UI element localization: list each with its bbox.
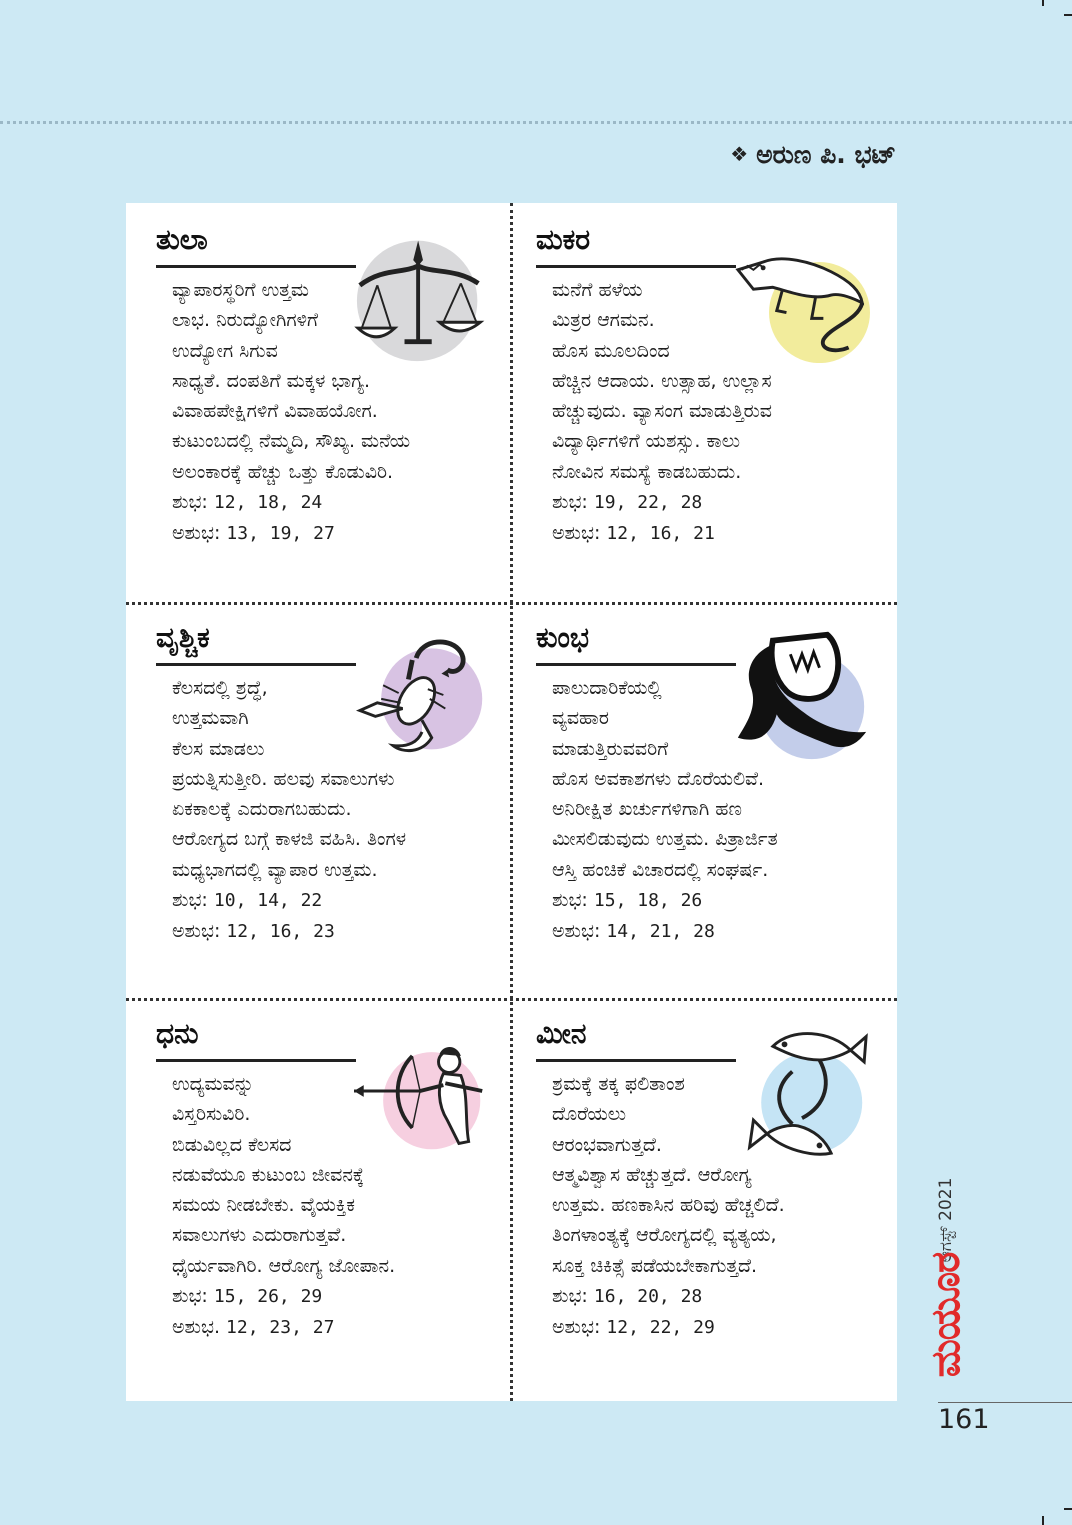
bad-label: ಅಶುಭ: (172, 920, 221, 943)
good-numbers: 15, 18, 26 (593, 890, 703, 912)
crop-mark (1042, 1516, 1044, 1525)
text-line: ವಿವಾಹಪೇಕ್ಷಿಗಳಿಗೆ ವಿವಾಹಯೋಗ. (172, 400, 378, 423)
bad-label: ಅಶುಭ. (172, 1316, 220, 1339)
bad-numbers: 14, 21, 28 (606, 921, 715, 943)
sign-capricorn (506, 203, 892, 602)
text-line: ನೋವಿನ ಸಮಸ್ಯೆ ಕಾಡಬಹುದು. (552, 460, 742, 483)
bad-numbers: 12, 16, 23 (226, 921, 335, 943)
bad-numbers: 12, 23, 27 (226, 1317, 335, 1339)
title-rule (156, 663, 356, 666)
bad-label: ಅಶುಭ: (552, 920, 601, 943)
text-line: ಹೆಚ್ಚುವುದು. ವ್ಯಾಸಂಗ ಮಾಡುತ್ತಿರುವ (552, 400, 772, 423)
text-line: ಅನಿರೀಕ್ಷಿತ ಖರ್ಚುಗಳಿಗಾಗಿ ಹಣ (552, 798, 742, 821)
lucky-numbers (172, 487, 502, 518)
sign-title: ಮಕರ (536, 223, 591, 256)
sign-title: ಧನು (156, 1017, 199, 1050)
text-line: ಮಧ್ಯಭಾಗದಲ್ಲಿ ವ್ಯಾಪಾರ ಉತ್ತಮ. (172, 858, 378, 881)
text-line: ಕುಟುಂಬದಲ್ಲಿ ನೆಮ್ಮದಿ, ಸೌಖ್ಯ. ಮನೆಯ (172, 430, 411, 453)
page-number: 161 (938, 1404, 990, 1435)
text-line: ಬಿಡುವಿಲ್ಲದ ಕೆಲಸದ (172, 1133, 292, 1156)
lucky-numbers (552, 885, 882, 916)
unlucky-numbers (172, 518, 502, 549)
crop-mark (1064, 14, 1072, 16)
text-line: ಮೀಸಲಿಡುವುದು ಉತ್ತಮ. ಪಿತ್ರಾರ್ಜಿತ (552, 828, 778, 851)
top-dotted-rule (0, 121, 1072, 124)
crop-mark (1064, 1508, 1072, 1510)
unlucky-numbers (552, 518, 882, 549)
bad-label: ಅಶುಭ: (552, 1316, 601, 1339)
sign-aquarius (506, 601, 892, 1000)
sign-description (172, 673, 502, 948)
sign-description (172, 275, 502, 550)
sign-title: ಮೀನ (536, 1017, 587, 1050)
sign-description (552, 275, 882, 550)
bad-label: ಅಶುಭ: (552, 522, 601, 545)
author-byline (730, 140, 896, 170)
issue-date: ಆಗಸ್ಟ್ 2021 (936, 1177, 956, 1263)
title-rule (536, 265, 736, 268)
good-label: ಶುಭ: (552, 491, 588, 514)
text-line: ದೊರೆಯಲು (552, 1103, 627, 1126)
text-line: ಉತ್ತಮ. ಹಣಕಾಸಿನ ಹರಿವು ಹೆಚ್ಚಲಿದೆ. (552, 1194, 785, 1217)
good-numbers: 19, 22, 28 (593, 492, 703, 514)
sign-pisces (506, 997, 892, 1396)
text-line: ನಡುವೆಯೂ ಕುಟುಂಬ ಜೀವನಕ್ಕೆ (172, 1163, 365, 1186)
crop-mark (1042, 0, 1044, 6)
unlucky-numbers (172, 1312, 502, 1343)
sign-sagittarius (126, 997, 512, 1396)
sign-title: ಕುಂಭ (536, 621, 590, 654)
text-line: ಹೆಚ್ಚಿನ ಆದಾಯ. ಉತ್ಸಾಹ, ಉಲ್ಲಾಸ (552, 369, 772, 392)
sign-description (552, 673, 882, 948)
page-number-rule (938, 1402, 1072, 1403)
text-line: ಆರಂಭವಾಗುತ್ತದೆ. (552, 1133, 662, 1156)
unlucky-numbers (552, 1312, 882, 1343)
title-rule (156, 1059, 356, 1062)
good-numbers: 10, 14, 22 (213, 890, 323, 912)
text-line: ಆಸ್ತಿ ಹಂಚಿಕೆ ವಿಚಾರದಲ್ಲಿ ಸಂಘರ್ಷ. (552, 858, 769, 881)
text-line: ಧೈರ್ಯವಾಗಿರಿ. ಆರೋಗ್ಯ ಜೋಪಾನ. (172, 1254, 396, 1277)
good-numbers: 15, 26, 29 (213, 1286, 323, 1308)
title-rule (536, 663, 736, 666)
good-label: ಶುಭ: (172, 491, 208, 514)
text-line: ಕೆಲಸ ಮಾಡಲು (172, 737, 265, 760)
text-line: ವಿಸ್ತರಿಸುವಿರಿ. (172, 1103, 251, 1126)
text-line: ಪ್ರಯತ್ನಿಸುತ್ತೀರಿ. ಹಲವು ಸವಾಲುಗಳು (172, 767, 395, 790)
text-line: ಸವಾಲುಗಳು ಎದುರಾಗುತ್ತವೆ. (172, 1224, 347, 1247)
text-line: ಆರೋಗ್ಯದ ಬಗ್ಗೆ ಕಾಳಜಿ ವಹಿಸಿ. ತಿಂಗಳ (172, 828, 407, 851)
text-line: ಹೊಸ ಮೂಲದಿಂದ (552, 339, 670, 362)
text-line: ಸಾಧ್ಯತೆ. ದಂಪತಿಗೆ ಮಕ್ಕಳ ಭಾಗ್ಯ. (172, 369, 371, 392)
magazine-masthead: ಮಯೂರ (923, 1252, 969, 1378)
good-label: ಶುಭ: (172, 889, 208, 912)
author-name: ಅರುಣ ಪಿ. ಭಟ್ (756, 140, 896, 169)
text-line: ಸೂಕ್ತ ಚಿಕಿತ್ಸೆ ಪಡೆಯಬೇಕಾಗುತ್ತದೆ. (552, 1254, 758, 1277)
text-line: ಲಾಭ. ನಿರುದ್ಯೋಗಿಗಳಿಗೆ (172, 309, 319, 332)
text-line: ಉದ್ಯಮವನ್ನು (172, 1073, 254, 1095)
bad-numbers: 13, 19, 27 (226, 523, 335, 545)
bad-label: ಅಶುಭ: (172, 522, 221, 545)
title-rule (536, 1059, 736, 1062)
lucky-numbers (172, 1281, 502, 1312)
sign-title: ವೃಶ್ಚಿಕ (156, 621, 210, 654)
text-line: ಏಕಕಾಲಕ್ಕೆ ಎದುರಾಗಬಹುದು. (172, 798, 352, 821)
sign-title: ತುಲಾ (156, 223, 208, 256)
good-label: ಶುಭ: (552, 1285, 588, 1308)
unlucky-numbers (552, 916, 882, 947)
text-line: ಪಾಲುದಾರಿಕೆಯಲ್ಲಿ (552, 677, 662, 699)
text-line: ಉದ್ಯೋಗ ಸಿಗುವ (172, 339, 278, 362)
horoscope-panel (126, 203, 897, 1401)
lucky-numbers (552, 1281, 882, 1312)
text-line: ಉತ್ತಮವಾಗಿ (172, 707, 249, 730)
lucky-numbers (552, 487, 882, 518)
text-line: ವ್ಯವಹಾರ (552, 707, 609, 730)
good-label: ಶುಭ: (552, 889, 588, 912)
text-line: ವ್ಯಾಪಾರಸ್ಥರಿಗೆ ಉತ್ತಮ (172, 279, 309, 301)
text-line: ವಿದ್ಯಾರ್ಥಿಗಳಿಗೆ ಯಶಸ್ಸು. ಕಾಲು (552, 430, 741, 453)
bad-numbers: 12, 16, 21 (606, 523, 715, 545)
bad-numbers: 12, 22, 29 (606, 1317, 715, 1339)
sign-description (172, 1069, 502, 1344)
good-label: ಶುಭ: (172, 1285, 208, 1308)
title-rule (156, 265, 356, 268)
text-line: ಮಾಡುತ್ತಿರುವವರಿಗೆ (552, 737, 669, 760)
sign-scorpio (126, 601, 512, 1000)
text-line: ಸಮಯ ನೀಡಬೇಕು. ವೈಯಕ್ತಿಕ (172, 1194, 355, 1217)
good-numbers: 16, 20, 28 (593, 1286, 703, 1308)
sign-libra (126, 203, 512, 602)
text-line: ಮನೆಗೆ ಹಳೆಯ (552, 279, 643, 301)
text-line: ಕೆಲಸದಲ್ಲಿ ಶ್ರದ್ಧೆ, (172, 677, 268, 699)
diamond-icon: ❖ (730, 142, 749, 166)
text-line: ಮಿತ್ರರ ಆಗಮನ. (552, 309, 655, 332)
text-line: ಆತ್ಮವಿಶ್ವಾಸ ಹೆಚ್ಚುತ್ತದೆ. ಆರೋಗ್ಯ (552, 1163, 752, 1186)
text-line: ಅಲಂಕಾರಕ್ಕೆ ಹೆಚ್ಚು ಒತ್ತು ಕೊಡುವಿರಿ. (172, 460, 394, 483)
text-line: ಹೊಸ ಅವಕಾಶಗಳು ದೊರೆಯಲಿವೆ. (552, 767, 765, 790)
unlucky-numbers (172, 916, 502, 947)
lucky-numbers (172, 885, 502, 916)
sign-description (552, 1069, 882, 1344)
text-line: ಶ್ರಮಕ್ಕೆ ತಕ್ಕ ಫಲಿತಾಂಶ (552, 1073, 685, 1095)
good-numbers: 12, 18, 24 (213, 492, 323, 514)
text-line: ತಿಂಗಳಾಂತ್ಯಕ್ಕೆ ಆರೋಗ್ಯದಲ್ಲಿ ವ್ಯತ್ಯಯ, (552, 1224, 777, 1247)
